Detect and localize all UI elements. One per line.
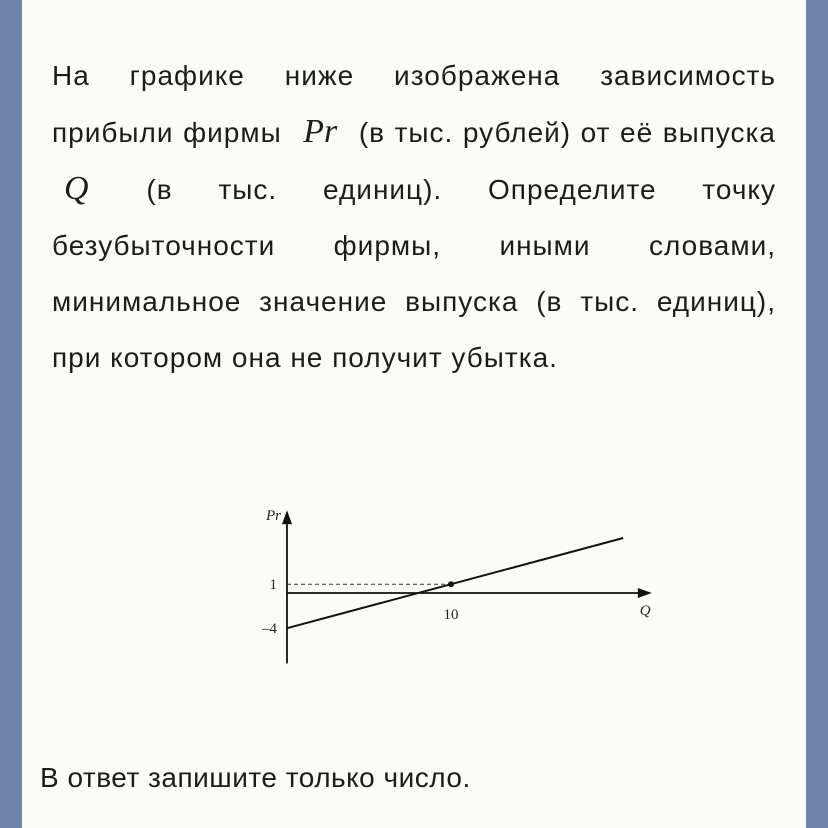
y-tick-label-1: –4 xyxy=(262,621,277,638)
x-axis-arrow xyxy=(638,588,652,598)
task-text xyxy=(52,48,776,386)
profit-variable: Pr xyxy=(303,113,338,150)
task-text-part3: (в тыс. единиц). Определите точку безубыточности фирмы, иными словами, минимальное значение выпуска (в тыс. единиц), при котором она не получит убытка. xyxy=(52,174,776,373)
y-tick-label-0: 1 xyxy=(269,577,277,594)
x-tick-label-0: 10 xyxy=(443,607,459,623)
task-card xyxy=(22,0,806,828)
marked-point xyxy=(448,581,454,587)
answer-instruction: В ответ запишите только число. xyxy=(40,762,471,793)
profit-chart xyxy=(222,460,651,710)
y-axis-arrow xyxy=(282,510,292,524)
x-axis-label: Q xyxy=(639,603,651,619)
task-text-part2: (в тыс. рублей) от её выпуска xyxy=(358,117,776,148)
task-text-part1: На графике ниже изображена зависимость прибыли фирмы xyxy=(52,60,776,148)
output-variable: Q xyxy=(64,170,89,207)
y-axis-label: Pr xyxy=(266,508,281,525)
